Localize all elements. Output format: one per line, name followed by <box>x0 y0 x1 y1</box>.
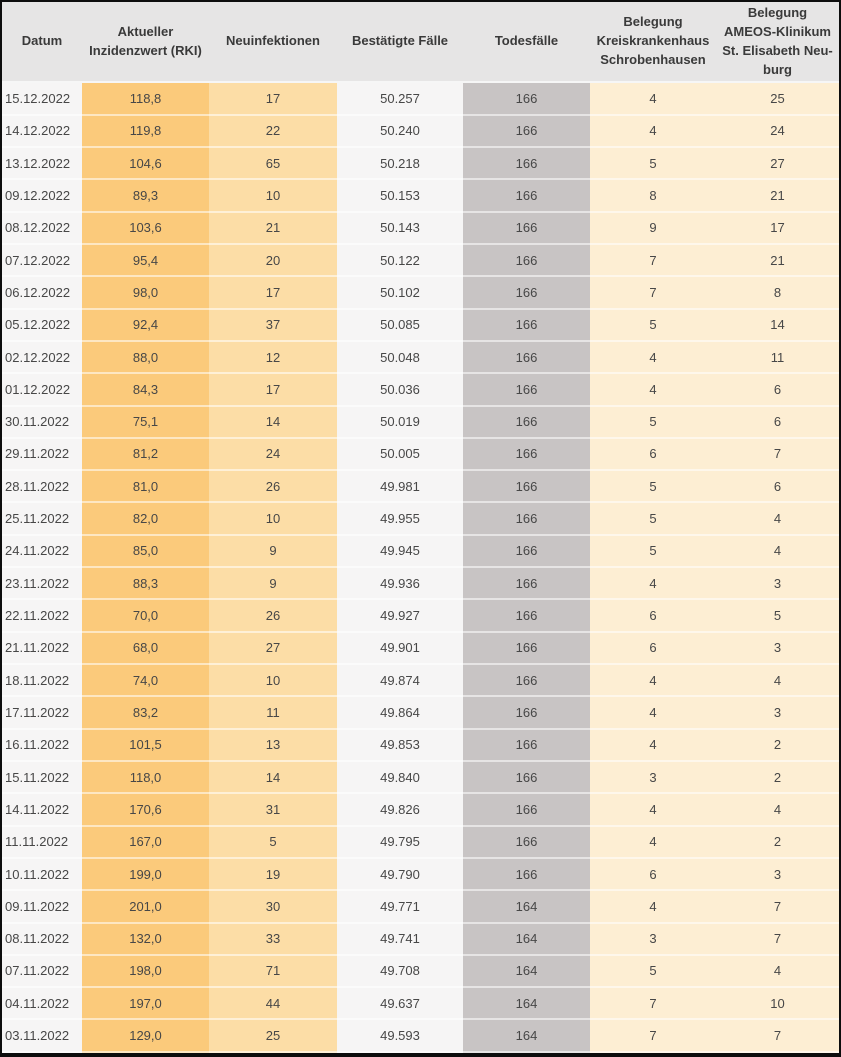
cell-ameos: 7 <box>716 891 839 923</box>
cell-inzidenz: 89,3 <box>82 180 209 212</box>
cell-neuinfektionen: 65 <box>209 148 337 180</box>
cell-kkh: 9 <box>590 213 716 245</box>
cell-bestaetigte: 49.771 <box>337 891 463 923</box>
cell-neuinfektionen: 12 <box>209 342 337 374</box>
cell-ameos: 21 <box>716 245 839 277</box>
cell-datum: 24.11.2022 <box>2 536 82 568</box>
table-row <box>2 213 839 245</box>
cell-neuinfektionen: 33 <box>209 924 337 956</box>
cell-todesfaelle: 166 <box>463 213 590 245</box>
cell-ameos: 2 <box>716 730 839 762</box>
cell-kkh: 7 <box>590 245 716 277</box>
cell-datum: 05.12.2022 <box>2 310 82 342</box>
cell-kkh: 4 <box>590 374 716 406</box>
cell-inzidenz: 118,0 <box>82 762 209 794</box>
cell-inzidenz: 170,6 <box>82 794 209 826</box>
cell-kkh: 7 <box>590 1020 716 1053</box>
table-row <box>2 180 839 212</box>
cell-ameos: 3 <box>716 697 839 729</box>
cell-ameos: 8 <box>716 277 839 309</box>
cell-todesfaelle: 166 <box>463 471 590 503</box>
cell-neuinfektionen: 44 <box>209 988 337 1020</box>
cell-neuinfektionen: 9 <box>209 568 337 600</box>
table-header-row <box>2 2 839 83</box>
cell-datum: 13.12.2022 <box>2 148 82 180</box>
cell-bestaetigte: 49.927 <box>337 600 463 632</box>
cell-todesfaelle: 164 <box>463 1020 590 1053</box>
cell-neuinfektionen: 24 <box>209 439 337 471</box>
cell-neuinfektionen: 27 <box>209 633 337 665</box>
cell-datum: 15.12.2022 <box>2 83 82 115</box>
cell-inzidenz: 81,0 <box>82 471 209 503</box>
cell-datum: 04.11.2022 <box>2 988 82 1020</box>
table-row <box>2 730 839 762</box>
column-header-inzidenz: Aktueller Inzidenzwert (RKI) <box>82 2 209 83</box>
cell-kkh: 4 <box>590 697 716 729</box>
table-row <box>2 988 839 1020</box>
cell-datum: 21.11.2022 <box>2 633 82 665</box>
cell-inzidenz: 95,4 <box>82 245 209 277</box>
cell-kkh: 4 <box>590 83 716 115</box>
cell-ameos: 25 <box>716 83 839 115</box>
table-row <box>2 568 839 600</box>
cell-ameos: 14 <box>716 310 839 342</box>
cell-todesfaelle: 166 <box>463 568 590 600</box>
cell-neuinfektionen: 71 <box>209 956 337 988</box>
cell-inzidenz: 197,0 <box>82 988 209 1020</box>
cell-neuinfektionen: 13 <box>209 730 337 762</box>
cell-todesfaelle: 166 <box>463 245 590 277</box>
cell-todesfaelle: 166 <box>463 374 590 406</box>
table-row <box>2 536 839 568</box>
cell-kkh: 4 <box>590 116 716 148</box>
cell-ameos: 3 <box>716 859 839 891</box>
cell-inzidenz: 198,0 <box>82 956 209 988</box>
table-row <box>2 503 839 535</box>
cell-kkh: 4 <box>590 730 716 762</box>
cell-ameos: 10 <box>716 988 839 1020</box>
cell-todesfaelle: 166 <box>463 180 590 212</box>
cell-todesfaelle: 166 <box>463 697 590 729</box>
cell-inzidenz: 74,0 <box>82 665 209 697</box>
cell-datum: 09.12.2022 <box>2 180 82 212</box>
table-row <box>2 407 839 439</box>
cell-bestaetigte: 50.102 <box>337 277 463 309</box>
cell-neuinfektionen: 22 <box>209 116 337 148</box>
cell-datum: 10.11.2022 <box>2 859 82 891</box>
cell-bestaetigte: 49.795 <box>337 827 463 859</box>
cell-inzidenz: 68,0 <box>82 633 209 665</box>
cell-todesfaelle: 166 <box>463 827 590 859</box>
cell-kkh: 5 <box>590 536 716 568</box>
cell-todesfaelle: 166 <box>463 310 590 342</box>
table-row <box>2 633 839 665</box>
cell-inzidenz: 92,4 <box>82 310 209 342</box>
cell-bestaetigte: 50.218 <box>337 148 463 180</box>
cell-neuinfektionen: 19 <box>209 859 337 891</box>
cell-todesfaelle: 166 <box>463 633 590 665</box>
cell-neuinfektionen: 17 <box>209 83 337 115</box>
cell-todesfaelle: 164 <box>463 924 590 956</box>
cell-neuinfektionen: 5 <box>209 827 337 859</box>
cell-inzidenz: 83,2 <box>82 697 209 729</box>
column-header-todesfaelle: Todesfälle <box>463 2 590 83</box>
cell-kkh: 4 <box>590 794 716 826</box>
cell-ameos: 21 <box>716 180 839 212</box>
table-row <box>2 1020 839 1053</box>
cell-ameos: 6 <box>716 374 839 406</box>
cell-ameos: 3 <box>716 568 839 600</box>
cell-inzidenz: 70,0 <box>82 600 209 632</box>
cell-kkh: 6 <box>590 439 716 471</box>
cell-bestaetigte: 49.826 <box>337 794 463 826</box>
cell-ameos: 7 <box>716 439 839 471</box>
cell-neuinfektionen: 31 <box>209 794 337 826</box>
cell-neuinfektionen: 9 <box>209 536 337 568</box>
cell-ameos: 4 <box>716 794 839 826</box>
table-row <box>2 245 839 277</box>
cell-ameos: 3 <box>716 633 839 665</box>
cell-ameos: 4 <box>716 503 839 535</box>
cell-bestaetigte: 49.945 <box>337 536 463 568</box>
cell-neuinfektionen: 26 <box>209 471 337 503</box>
cell-inzidenz: 101,5 <box>82 730 209 762</box>
cell-todesfaelle: 166 <box>463 116 590 148</box>
cell-datum: 30.11.2022 <box>2 407 82 439</box>
table-row <box>2 116 839 148</box>
cell-kkh: 5 <box>590 310 716 342</box>
cell-bestaetigte: 49.981 <box>337 471 463 503</box>
column-header-bestaetigte: Bestätigte Fälle <box>337 2 463 83</box>
cell-datum: 17.11.2022 <box>2 697 82 729</box>
cell-bestaetigte: 50.122 <box>337 245 463 277</box>
table-row <box>2 827 839 859</box>
cell-datum: 02.12.2022 <box>2 342 82 374</box>
cell-bestaetigte: 49.708 <box>337 956 463 988</box>
cell-kkh: 6 <box>590 633 716 665</box>
cell-bestaetigte: 49.955 <box>337 503 463 535</box>
table-row <box>2 277 839 309</box>
cell-todesfaelle: 166 <box>463 600 590 632</box>
cell-inzidenz: 103,6 <box>82 213 209 245</box>
cell-bestaetigte: 49.901 <box>337 633 463 665</box>
cell-ameos: 24 <box>716 116 839 148</box>
column-header-kkh: Belegung Kreiskrankenhaus Schrobenhausen <box>590 2 716 83</box>
cell-kkh: 5 <box>590 148 716 180</box>
cell-kkh: 6 <box>590 859 716 891</box>
cell-ameos: 4 <box>716 956 839 988</box>
cell-kkh: 3 <box>590 924 716 956</box>
cell-datum: 29.11.2022 <box>2 439 82 471</box>
table-row <box>2 342 839 374</box>
cell-bestaetigte: 49.936 <box>337 568 463 600</box>
table-row <box>2 859 839 891</box>
cell-datum: 18.11.2022 <box>2 665 82 697</box>
cell-datum: 14.11.2022 <box>2 794 82 826</box>
cell-neuinfektionen: 20 <box>209 245 337 277</box>
cell-datum: 01.12.2022 <box>2 374 82 406</box>
cell-bestaetigte: 49.864 <box>337 697 463 729</box>
cell-todesfaelle: 166 <box>463 342 590 374</box>
cell-todesfaelle: 166 <box>463 503 590 535</box>
cell-kkh: 4 <box>590 665 716 697</box>
cell-neuinfektionen: 17 <box>209 277 337 309</box>
cell-datum: 14.12.2022 <box>2 116 82 148</box>
cell-inzidenz: 82,0 <box>82 503 209 535</box>
table-row <box>2 374 839 406</box>
cell-inzidenz: 88,3 <box>82 568 209 600</box>
cell-datum: 07.12.2022 <box>2 245 82 277</box>
cell-bestaetigte: 49.874 <box>337 665 463 697</box>
cell-ameos: 7 <box>716 924 839 956</box>
cell-bestaetigte: 50.019 <box>337 407 463 439</box>
table-body <box>2 83 839 1053</box>
table-row <box>2 924 839 956</box>
cell-datum: 22.11.2022 <box>2 600 82 632</box>
cell-bestaetigte: 49.790 <box>337 859 463 891</box>
column-header-datum: Datum <box>2 2 82 83</box>
cell-neuinfektionen: 11 <box>209 697 337 729</box>
table-row <box>2 471 839 503</box>
cell-ameos: 17 <box>716 213 839 245</box>
cell-todesfaelle: 166 <box>463 665 590 697</box>
cell-kkh: 5 <box>590 503 716 535</box>
cell-ameos: 27 <box>716 148 839 180</box>
cell-inzidenz: 118,8 <box>82 83 209 115</box>
cell-todesfaelle: 166 <box>463 83 590 115</box>
cell-todesfaelle: 166 <box>463 277 590 309</box>
cell-neuinfektionen: 21 <box>209 213 337 245</box>
cell-datum: 08.11.2022 <box>2 924 82 956</box>
table-row <box>2 148 839 180</box>
column-header-neuinfektionen: Neuinfektionen <box>209 2 337 83</box>
cell-bestaetigte: 50.143 <box>337 213 463 245</box>
cell-ameos: 4 <box>716 665 839 697</box>
cell-bestaetigte: 50.240 <box>337 116 463 148</box>
cell-ameos: 6 <box>716 407 839 439</box>
table-row <box>2 697 839 729</box>
table-row <box>2 891 839 923</box>
table-row <box>2 956 839 988</box>
cell-datum: 08.12.2022 <box>2 213 82 245</box>
cell-neuinfektionen: 37 <box>209 310 337 342</box>
cell-datum: 28.11.2022 <box>2 471 82 503</box>
table-row <box>2 439 839 471</box>
table-row <box>2 665 839 697</box>
cell-bestaetigte: 50.036 <box>337 374 463 406</box>
cell-neuinfektionen: 17 <box>209 374 337 406</box>
cell-bestaetigte: 49.840 <box>337 762 463 794</box>
table-row <box>2 762 839 794</box>
cell-datum: 23.11.2022 <box>2 568 82 600</box>
cell-kkh: 5 <box>590 956 716 988</box>
table-header <box>2 2 839 83</box>
cell-todesfaelle: 166 <box>463 794 590 826</box>
cell-inzidenz: 88,0 <box>82 342 209 374</box>
cell-inzidenz: 85,0 <box>82 536 209 568</box>
cell-ameos: 2 <box>716 827 839 859</box>
cell-kkh: 5 <box>590 407 716 439</box>
column-header-ameos: Belegung AMEOS-Klinikum St. Elisabeth Neuburg <box>716 2 839 83</box>
cell-bestaetigte: 50.153 <box>337 180 463 212</box>
cell-ameos: 6 <box>716 471 839 503</box>
cell-kkh: 4 <box>590 342 716 374</box>
cell-todesfaelle: 164 <box>463 891 590 923</box>
cell-kkh: 7 <box>590 988 716 1020</box>
covid-data-table <box>2 2 839 1053</box>
cell-datum: 25.11.2022 <box>2 503 82 535</box>
cell-todesfaelle: 166 <box>463 762 590 794</box>
cell-bestaetigte: 49.853 <box>337 730 463 762</box>
cell-kkh: 8 <box>590 180 716 212</box>
cell-ameos: 4 <box>716 536 839 568</box>
cell-bestaetigte: 50.048 <box>337 342 463 374</box>
cell-neuinfektionen: 14 <box>209 407 337 439</box>
cell-neuinfektionen: 10 <box>209 503 337 535</box>
cell-datum: 03.11.2022 <box>2 1020 82 1053</box>
table-row <box>2 600 839 632</box>
cell-inzidenz: 98,0 <box>82 277 209 309</box>
cell-neuinfektionen: 10 <box>209 180 337 212</box>
cell-kkh: 6 <box>590 600 716 632</box>
cell-datum: 07.11.2022 <box>2 956 82 988</box>
cell-kkh: 4 <box>590 568 716 600</box>
cell-inzidenz: 75,1 <box>82 407 209 439</box>
cell-bestaetigte: 49.593 <box>337 1020 463 1053</box>
cell-datum: 11.11.2022 <box>2 827 82 859</box>
cell-bestaetigte: 50.005 <box>337 439 463 471</box>
table-row <box>2 794 839 826</box>
cell-inzidenz: 199,0 <box>82 859 209 891</box>
cell-bestaetigte: 49.741 <box>337 924 463 956</box>
cell-ameos: 7 <box>716 1020 839 1053</box>
cell-todesfaelle: 164 <box>463 956 590 988</box>
cell-bestaetigte: 50.257 <box>337 83 463 115</box>
cell-ameos: 5 <box>716 600 839 632</box>
cell-inzidenz: 132,0 <box>82 924 209 956</box>
cell-inzidenz: 104,6 <box>82 148 209 180</box>
cell-todesfaelle: 166 <box>463 407 590 439</box>
cell-todesfaelle: 166 <box>463 148 590 180</box>
cell-datum: 15.11.2022 <box>2 762 82 794</box>
cell-kkh: 3 <box>590 762 716 794</box>
cell-ameos: 11 <box>716 342 839 374</box>
cell-inzidenz: 81,2 <box>82 439 209 471</box>
cell-bestaetigte: 50.085 <box>337 310 463 342</box>
cell-ameos: 2 <box>716 762 839 794</box>
cell-neuinfektionen: 14 <box>209 762 337 794</box>
cell-inzidenz: 167,0 <box>82 827 209 859</box>
cell-datum: 16.11.2022 <box>2 730 82 762</box>
cell-inzidenz: 129,0 <box>82 1020 209 1053</box>
cell-datum: 09.11.2022 <box>2 891 82 923</box>
cell-neuinfektionen: 30 <box>209 891 337 923</box>
cell-todesfaelle: 166 <box>463 536 590 568</box>
cell-kkh: 5 <box>590 471 716 503</box>
table-row <box>2 310 839 342</box>
cell-todesfaelle: 166 <box>463 859 590 891</box>
cell-kkh: 4 <box>590 891 716 923</box>
cell-todesfaelle: 164 <box>463 988 590 1020</box>
cell-inzidenz: 201,0 <box>82 891 209 923</box>
cell-neuinfektionen: 26 <box>209 600 337 632</box>
cell-neuinfektionen: 10 <box>209 665 337 697</box>
table-row <box>2 83 839 115</box>
cell-bestaetigte: 49.637 <box>337 988 463 1020</box>
cell-datum: 06.12.2022 <box>2 277 82 309</box>
cell-kkh: 4 <box>590 827 716 859</box>
cell-todesfaelle: 166 <box>463 439 590 471</box>
cell-kkh: 7 <box>590 277 716 309</box>
cell-inzidenz: 119,8 <box>82 116 209 148</box>
cell-todesfaelle: 166 <box>463 730 590 762</box>
cell-inzidenz: 84,3 <box>82 374 209 406</box>
cell-neuinfektionen: 25 <box>209 1020 337 1053</box>
